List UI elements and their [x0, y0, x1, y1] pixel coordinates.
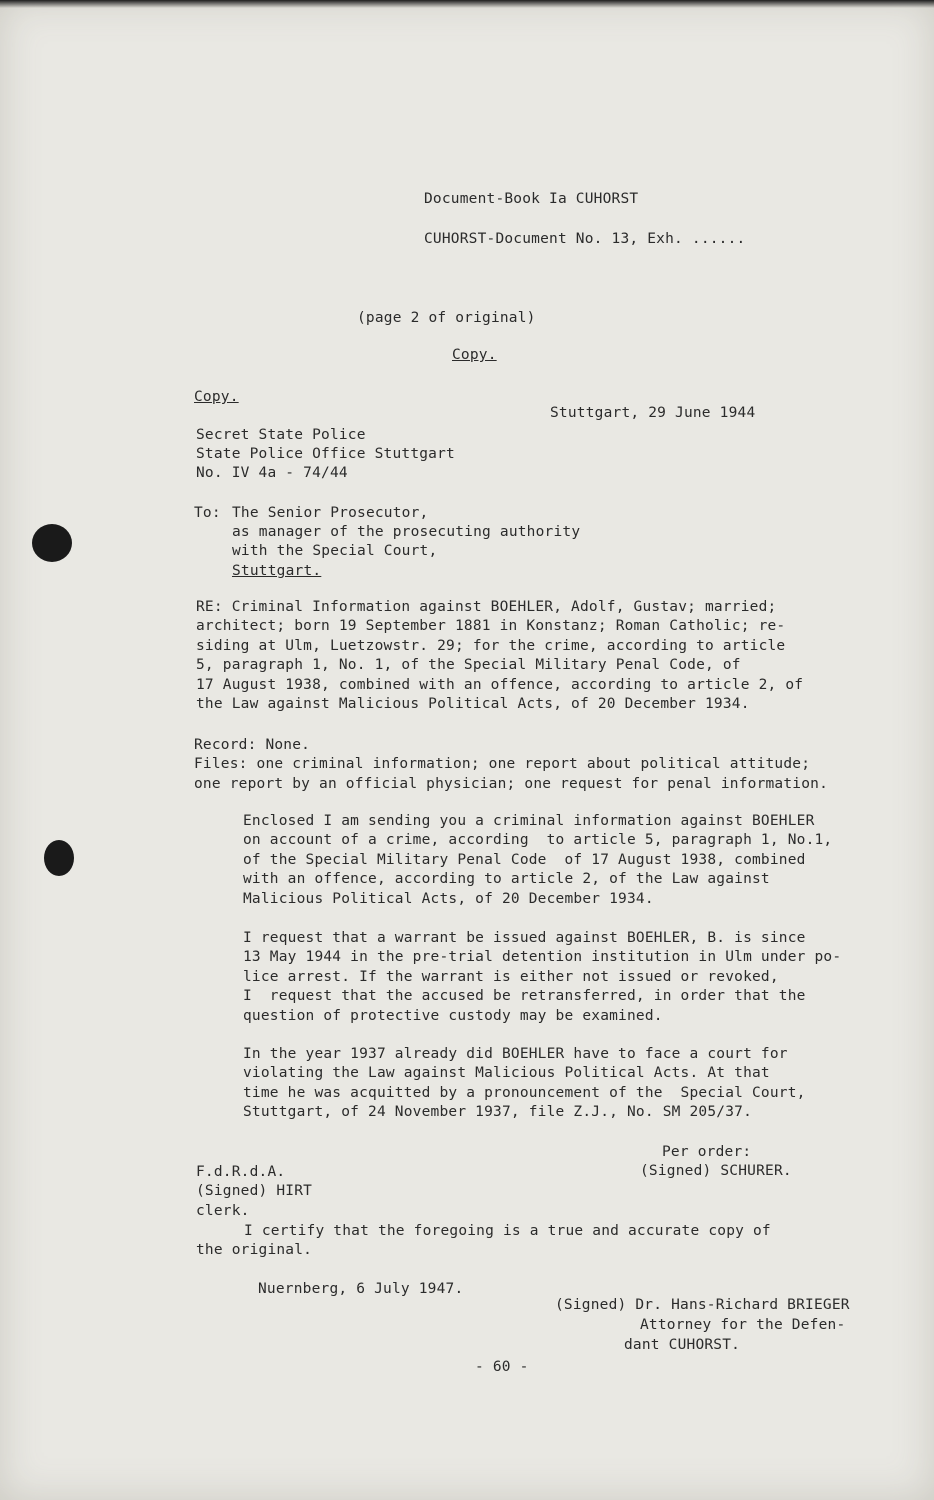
- sender-line-2: State Police Office Stuttgart: [196, 446, 455, 462]
- signed-hirt: (Signed) HIRT: [196, 1183, 313, 1199]
- clerk-title: clerk.: [196, 1203, 250, 1219]
- para3-line-1: In the year 1937 already did BOEHLER have to face a court for: [243, 1046, 788, 1062]
- signed-brieger: (Signed) Dr. Hans-Richard BRIEGER: [555, 1297, 850, 1313]
- fdrda-mark: F.d.R.d.A.: [196, 1164, 286, 1180]
- para3-line-4: Stuttgart, of 24 November 1937, file Z.J., No. SM 205/37.: [243, 1104, 752, 1120]
- para1-line-3: of the Special Military Penal Code of 17 August 1938, combined: [243, 852, 806, 868]
- document-book-heading: Document-Book Ia CUHORST: [424, 191, 639, 207]
- recipient-line-3: with the Special Court,: [232, 543, 438, 559]
- re-line-4: 5, paragraph 1, No. 1, of the Special Military Penal Code, of: [196, 657, 741, 673]
- files-line-2: one report by an official physician; one request for penal information.: [194, 776, 829, 792]
- re-line-6: the Law against Malicious Political Acts, of 20 December 1934.: [196, 696, 750, 712]
- certify-place-date: Nuernberg, 6 July 1947.: [258, 1281, 464, 1297]
- copy-label: Copy.: [194, 389, 239, 405]
- para2-line-2: 13 May 1944 in the pre-trial detention institution in Ulm under po-: [243, 949, 842, 965]
- re-line-2: architect; born 19 September 1881 in Konstanz; Roman Catholic; re-: [196, 618, 786, 634]
- record-line: Record: None.: [194, 737, 311, 753]
- re-line-5: 17 August 1938, combined with an offence, according to article 2, of: [196, 677, 804, 693]
- page-number: - 60 -: [475, 1359, 529, 1375]
- para3-line-2: violating the Law against Malicious Political Acts. At that: [243, 1065, 770, 1081]
- para2-line-5: question of protective custody may be examined.: [243, 1008, 663, 1024]
- recipient-line-1: The Senior Prosecutor,: [232, 505, 429, 521]
- scan-top-edge: [0, 0, 934, 8]
- sender-line-1: Secret State Police: [196, 427, 366, 443]
- certify-line-1: I certify that the foregoing is a true and accurate copy of: [244, 1223, 771, 1239]
- punch-hole-top: [32, 524, 72, 562]
- re-line-1: RE: Criminal Information against BOEHLER, Adolf, Gustav; married;: [196, 599, 777, 615]
- page-of-original-note: (page 2 of original): [357, 310, 536, 326]
- para2-line-4: I request that the accused be retransferred, in order that the: [243, 988, 806, 1004]
- re-line-3: siding at Ulm, Luetzowstr. 29; for the crime, according to article: [196, 638, 786, 654]
- signed-schurer: (Signed) SCHURER.: [640, 1163, 792, 1179]
- place-date: Stuttgart, 29 June 1944: [550, 405, 756, 421]
- per-order: Per order:: [662, 1144, 752, 1160]
- recipient-line-2: as manager of the prosecuting authority: [232, 524, 581, 540]
- sender-line-3: No. IV 4a - 74/44: [196, 465, 348, 481]
- para2-line-3: lice arrest. If the warrant is either not issued or revoked,: [243, 969, 779, 985]
- brieger-title-1: Attorney for the Defen-: [640, 1317, 846, 1333]
- certify-line-2: the original.: [196, 1242, 313, 1258]
- brieger-title-2: dant CUHORST.: [624, 1337, 741, 1353]
- document-number-heading: CUHORST-Document No. 13, Exh. ......: [424, 231, 746, 247]
- recipient-city: Stuttgart.: [232, 563, 322, 579]
- para1-line-2: on account of a crime, according to article 5, paragraph 1, No.1,: [243, 832, 833, 848]
- para1-line-5: Malicious Political Acts, of 20 December 1934.: [243, 891, 654, 907]
- para3-line-3: time he was acquitted by a pronouncement of the Special Court,: [243, 1085, 806, 1101]
- to-label: To:: [194, 505, 221, 521]
- copy-heading-centered: Copy.: [452, 347, 497, 363]
- files-line-1: Files: one criminal information; one report about political attitude;: [194, 756, 811, 772]
- para2-line-1: I request that a warrant be issued against BOEHLER, B. is since: [243, 930, 806, 946]
- para1-line-4: with an offence, according to article 2, of the Law against: [243, 871, 770, 887]
- para1-line-1: Enclosed I am sending you a criminal information against BOEHLER: [243, 813, 815, 829]
- punch-hole-bottom: [44, 840, 74, 876]
